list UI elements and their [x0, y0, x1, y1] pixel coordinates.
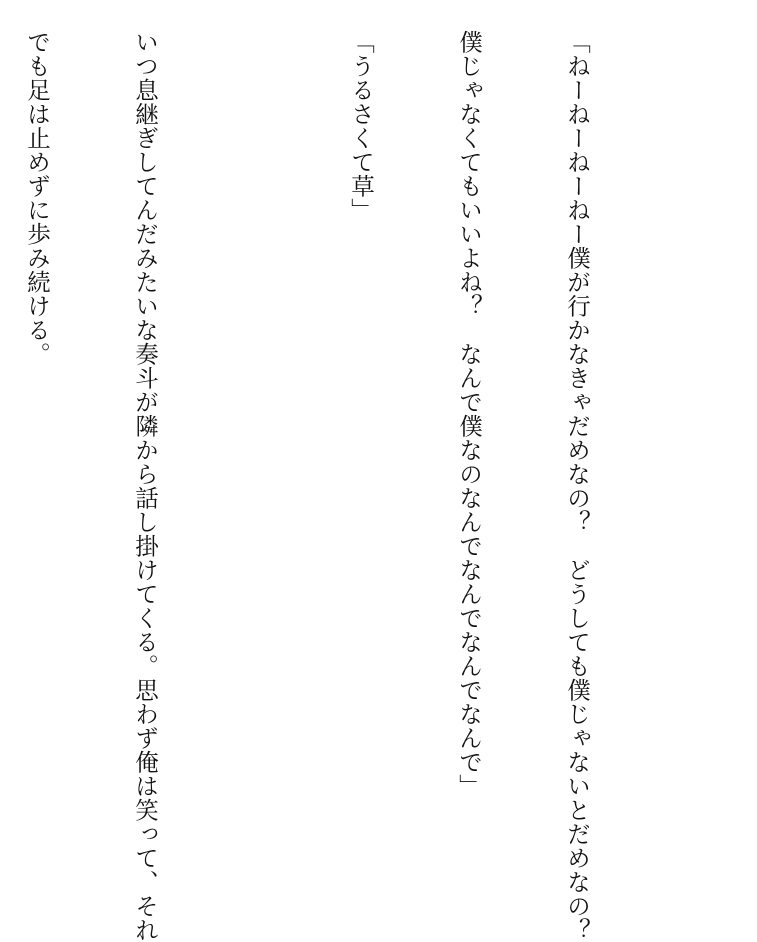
- text-line: 「うるさくて草」: [347, 30, 375, 222]
- text-line: 僕じゃなくてもいいよね？ なんで僕なのなんでなんでなんでなんで」: [455, 30, 483, 798]
- vertical-text-body: [0, 30, 667, 942]
- text-line: いつ息継ぎしてんだみたいな奏斗が隣から話し掛けてくる。思わず俺は笑って、それ: [131, 30, 159, 942]
- blank-line: [235, 30, 271, 880]
- text-line: でも足は止めずに歩み続ける。: [23, 30, 51, 366]
- text-line: 「ねーねーねーねー僕が行かなきゃだめなの？ どうしても僕じゃないとだめなの？: [563, 30, 591, 942]
